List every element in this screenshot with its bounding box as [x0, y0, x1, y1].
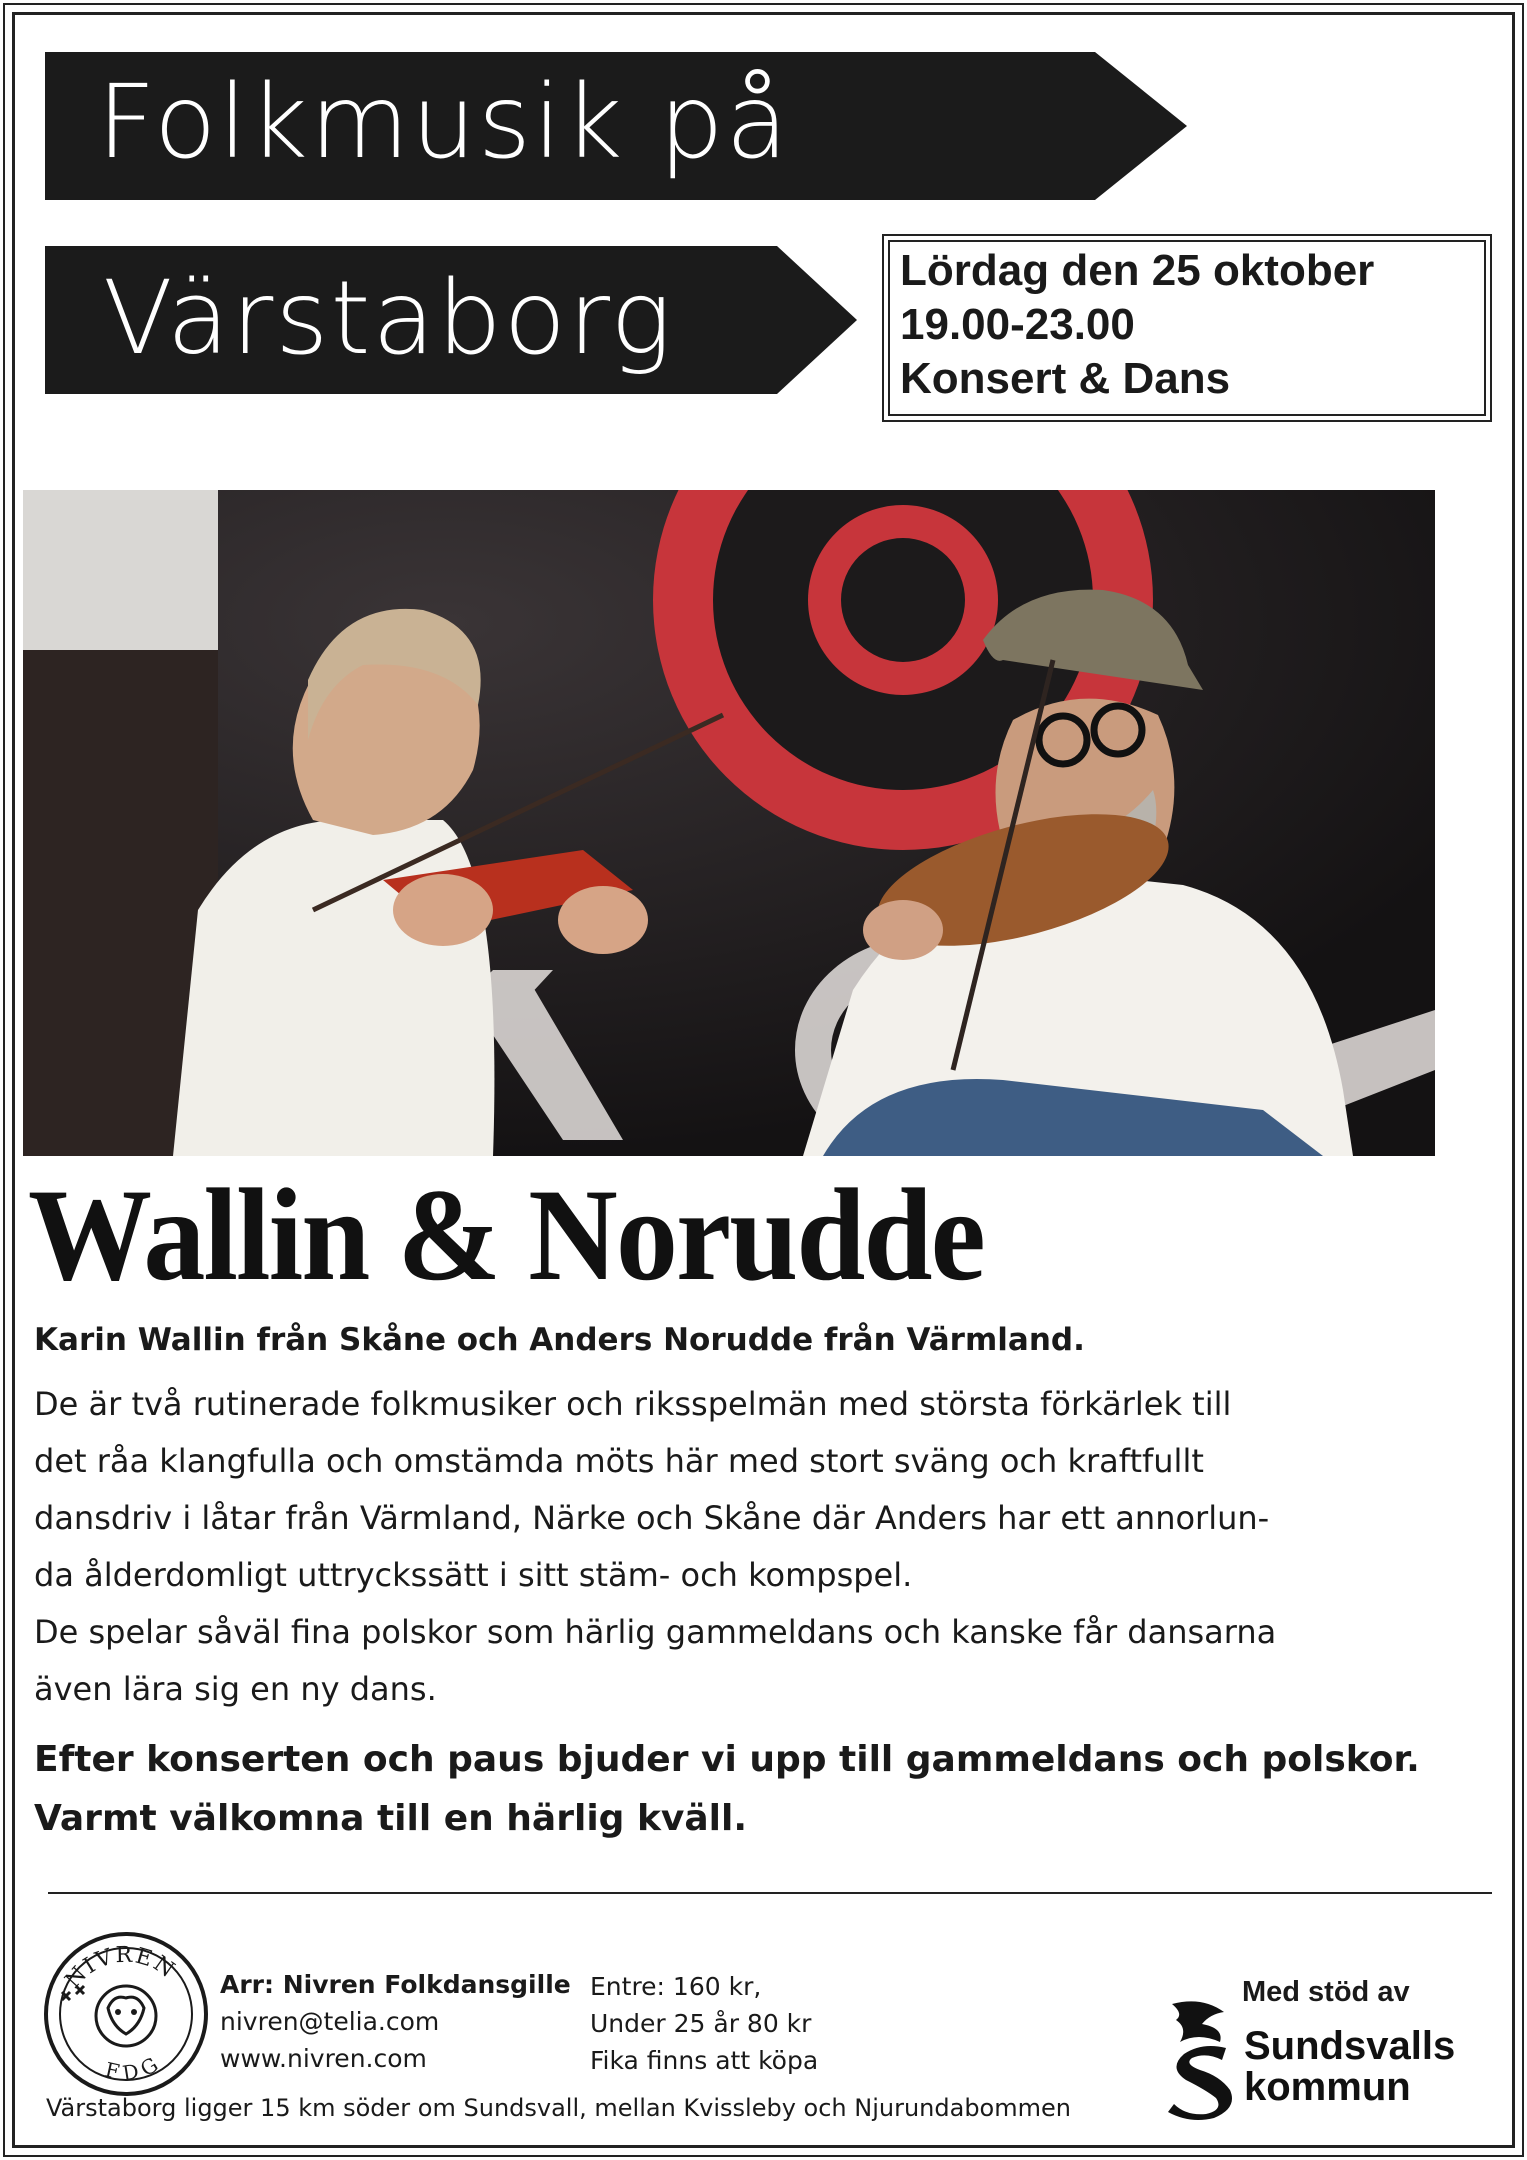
musicians-photo	[23, 490, 1435, 1156]
logo-text-top: NIVREN	[60, 1942, 181, 1994]
description-line: dansdriv i låtar från Värmland, Närke och Skåne där Anders har ett annorlun-	[34, 1499, 1270, 1537]
description-line: De är två rutinerade folkmusiker och riksspelmän med största förkärlek till	[34, 1385, 1232, 1423]
event-date: Lördag den 25 oktober	[900, 246, 1375, 295]
event-time: 19.00-23.00	[900, 300, 1135, 349]
nivren-logo	[42, 1930, 210, 2098]
location-note: Värstaborg ligger 15 km söder om Sundsvall, mellan Kvissleby och Njurundabommen	[46, 2094, 1071, 2122]
support-label: Med stöd av	[1242, 1976, 1410, 2008]
title-line-2: Värstaborg	[103, 259, 674, 378]
organizer-contact	[220, 1966, 571, 2077]
description-line: De spelar såväl fina polskor som härlig gammeldans och kanske får dansarna	[34, 1613, 1277, 1651]
footer-divider	[48, 1892, 1492, 1894]
price-info	[590, 1968, 818, 2079]
description-line: da ålderdomligt uttryckssätt i sitt stäm- och kompspel.	[34, 1556, 913, 1594]
sundsvall-emblem-icon	[1162, 1998, 1240, 2120]
description-body	[34, 1376, 1474, 1718]
sponsor-name-line-1: Sundsvalls	[1244, 2024, 1456, 2068]
headline: Wallin & Norudde	[28, 1161, 984, 1308]
call-to-action	[34, 1730, 1474, 1848]
cta-line: Efter konserten och paus bjuder vi upp till gammeldans och polskor.	[34, 1739, 1420, 1780]
svg-text:FDG	[103, 2049, 167, 2085]
sponsor-name-line-2: kommun	[1244, 2065, 1411, 2109]
logo-text-bottom: FDG	[102, 2049, 168, 2086]
description-line: även lära sig en ny dans.	[34, 1670, 437, 1708]
sponsor-name	[1244, 2026, 1455, 2108]
organizer-email[interactable]: nivren@telia.com	[220, 2007, 440, 2036]
title-line-1: Folkmusik på	[97, 63, 791, 182]
title-banner-top	[45, 52, 1187, 200]
price-youth: Under 25 år 80 kr	[590, 2009, 812, 2038]
description-lead: Karin Wallin från Skåne och Anders Norudde från Värmland.	[34, 1322, 1085, 1358]
event-info-box	[882, 234, 1492, 422]
cta-line: Varmt välkomna till en härlig kväll.	[34, 1798, 748, 1839]
price-entry: Entre: 160 kr,	[590, 1972, 762, 2001]
event-type: Konsert & Dans	[900, 354, 1231, 403]
arranger-name: Arr: Nivren Folkdansgille	[220, 1970, 571, 1999]
title-banner-bottom	[45, 246, 857, 394]
description-line: det råa klangfulla och omstämda möts här med stort sväng och kraftfullt	[34, 1442, 1204, 1480]
fika-note: Fika finns att köpa	[590, 2046, 819, 2075]
organizer-website[interactable]: www.nivren.com	[220, 2044, 427, 2073]
